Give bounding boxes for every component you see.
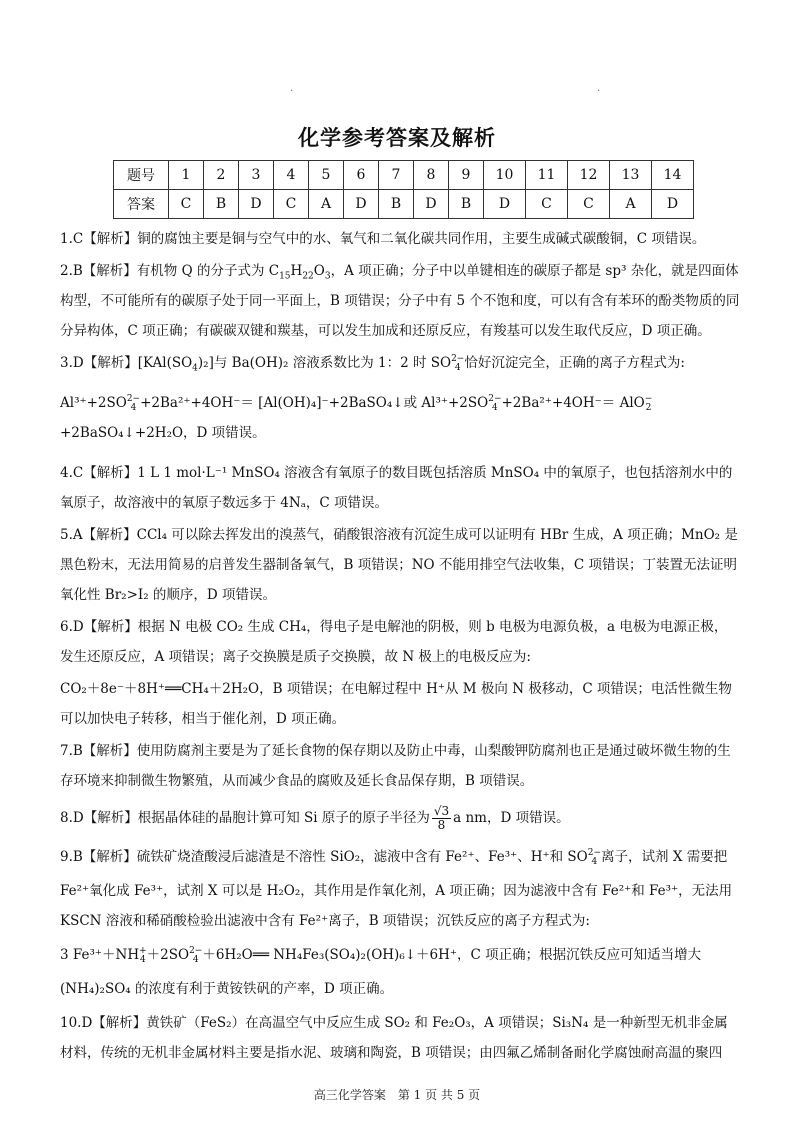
explanation-q5: 5.A【解析】CCl₄ 可以除去挥发出的溴蒸气，硝酸银溶液有沉淀生成可以证明有 HBr 生成，A 项正确；MnO₂ 是黑色粉末，无法用简易的启普发生器制备氧气，B 项错误；NO 不能用排空气法收集，C 项错误；丁装置无法证明氧化性 Br₂>I₂ 的顺序，D 项错误。 <box>60 527 738 603</box>
q9-text-e: ＋2SO <box>146 947 190 963</box>
q9-text-b: 离子，试剂 X 需要把 <box>601 849 728 865</box>
answer-cell: C <box>169 190 204 219</box>
answer-cell: C <box>526 190 568 219</box>
answer-table-answer-row <box>114 190 694 219</box>
explanation-q9-c: Fe²⁺氧化成 Fe³⁺，试剂 X 可以是 H₂O₂，其作用是作氧化剂，A 项正确；因为滤液中含有 Fe²⁺和 Fe³⁺，无法用 KSCN 溶液和稀硝酸检验出滤液中含有 Fe²⁺离子，B 项错误；沉铁反应的离子方程式为: <box>60 883 733 929</box>
answer-cell: D <box>652 190 694 219</box>
answer-cell: D <box>484 190 526 219</box>
radius-fraction <box>432 805 451 832</box>
answer-cell: B <box>204 190 239 219</box>
fraction-denominator: 8 <box>437 818 446 832</box>
q3-intro-b: )₂]与 Ba(OH)₂ 溶液系数比为 1：2 时 SO <box>197 355 452 371</box>
answer-cell: C <box>568 190 610 219</box>
answer-cell: D <box>239 190 274 219</box>
question-number: 10 <box>484 161 526 190</box>
answer-cell: C <box>274 190 309 219</box>
question-number: 7 <box>379 161 414 190</box>
question-number: 1 <box>169 161 204 190</box>
q3-eq-part2: +2Ba²⁺+4OH⁻＝ [Al(OH)₄]⁻+2BaSO₄↓或 Al³⁺+2SO <box>140 395 489 411</box>
explanation-q6-a: 6.D【解析】根据 N 电极 CO₂ 生成 CH₄，得电子是电解池的阴极，则 b 电极为电源负极，a 电极为电源正极，发生还原反应，A 项错误；离子交换膜是质子交换膜，故 N 极上的电极反应为: <box>60 619 728 665</box>
question-number: 8 <box>414 161 449 190</box>
row-label-question: 题号 <box>114 161 169 190</box>
answer-table-header-row <box>114 161 694 190</box>
answer-cell: D <box>344 190 379 219</box>
q3-eq-part3: +2Ba²⁺+4OH⁻＝ AlO <box>501 395 645 411</box>
explanation-q3-equation: Al³⁺+2SO 2− 4 +2Ba²⁺+4OH⁻＝ [Al(OH)₄]⁻+2BaSO₄↓或 Al³⁺+2SO 2− 4 +2Ba²⁺+4OH⁻＝ AlO − 2 +2BaSO₄↓+2H₂O，D 项错误。 <box>60 393 653 441</box>
explanation-q9-a: 9.B【解析】硫铁矿烧渣酸浸后滤渣是不溶性 SiO₂，滤液中含有 Fe²⁺、Fe³⁺、H⁺和 SO 2− 4 离子，试剂 X 需要把 <box>60 847 728 867</box>
scan-mark-left: . <box>290 83 294 94</box>
q8-text-b: a nm，D 项错误。 <box>453 810 570 826</box>
scan-mark-right: . <box>597 83 601 94</box>
q3-intro-c: 恰好沉淀完全，正确的离子方程式为: <box>464 355 685 371</box>
explanations <box>60 224 740 1070</box>
answer-cell: A <box>309 190 344 219</box>
question-number: 4 <box>274 161 309 190</box>
q3-eq-part4: +2BaSO₄↓+2H₂O，D 项错误。 <box>60 425 266 441</box>
explanation-q8 <box>60 798 740 838</box>
explanation-q2: 2.B【解析】有机物 Q 的分子式为 $C_{15}H_{22}O_3$，A 项正确；分子中以单键相连的碳原子都是 sp³ 杂化，就是四面体构型，不可能所有的碳原子处于同一平面上，B 项错误；分子中有 5 个不饱和度，可以有含有苯环的酚类物质的同分异构体，C 项正确；有碳碳双键和羰基，可以发生加成和还原反应，有羧基可以发生取代反应，D 项正确。 <box>60 263 740 339</box>
explanation-q6-b: CO₂＋8e⁻＋8H⁺══CH₄＋2H₂O，B 项错误；在电解过程中 H⁺从 M 极向 N 极移动，C 项错误；电活性微生物可以加快电子转移，相当于催化剂，D 项正确。 <box>60 681 732 727</box>
q2-text-b: ，A 项正确；分子中以单键相连的碳原子都是 sp³ 杂化，就是四面体构型，不可能所有的碳原子处于同一平面上，B 项错误；分子中有 5 个不饱和度，可以有含有苯环的酚类物质的同分异构体，C 项正确；有碳碳双键和羰基，可以发生加成和还原反应，有羧基可以发生取代反应，D 项正确。 <box>60 263 740 339</box>
page-title: 化学参考答案及解析 <box>298 125 496 150</box>
answer-table <box>113 160 694 219</box>
q2-text-a: 2.B【解析】有机物 Q 的分子式为 C <box>60 263 280 279</box>
q8-text-a: 8.D【解析】根据晶体硅的晶胞计算可知 Si 原子的原子半径为 <box>60 810 430 826</box>
question-number: 6 <box>344 161 379 190</box>
answer-cell: B <box>449 190 484 219</box>
explanation-q9-equation: 3 Fe³⁺＋NH + 4 ＋2SO 2− 4 ＋6H₂O══ NH₄Fe₃(SO₄)₂(OH)₆↓＋6H⁺，C 项正确；根据沉铁反应可知适当增大(NH₄)₂SO₄ 的浓度有利于黄铵铁矾的产率，D 项正确。 <box>60 945 702 997</box>
question-number: 2 <box>204 161 239 190</box>
question-number: 9 <box>449 161 484 190</box>
explanation-q3-intro: 3.D【解析】$[KAl(SO_4)_2]$与 Ba(OH)₂ 溶液系数比为 1：2 时 SO 2− 4 恰好沉淀完全，正确的离子方程式为: <box>60 353 685 374</box>
explanation-q7: 7.B【解析】使用防腐剂主要是为了延长食物的保存期以及防止中毒，山梨酸钾防腐剂也正是通过破坏微生物的生存环境来抑制微生物繁殖，从而减少食品的腐败及延长食品保存期，B 项错误。 <box>60 743 731 789</box>
q9-text-f: ＋6H₂O══ NH₄Fe₃(SO₄)₂(OH)₆↓＋6H⁺，C 项正确；根据沉铁反应可知适当增大(NH₄)₂SO₄ 的浓度有利于黄铵铁矾的产率，D 项正确。 <box>60 947 702 997</box>
q3-intro-a: 3.D【解析】[KAl(SO <box>60 355 193 371</box>
question-number: 11 <box>526 161 568 190</box>
question-number: 5 <box>309 161 344 190</box>
q3-eq-part1: Al³⁺+2SO <box>60 395 127 411</box>
page-footer: 高三化学答案 第 1 页 共 5 页 <box>313 1088 481 1102</box>
explanation-q4: 4.C【解析】1 L 1 mol·L⁻¹ MnSO₄ 溶液含有氧原子的数目既包括溶质 MnSO₄ 中的氧原子，也包括溶剂水中的氧原子，故溶液中的氧原子数远多于 4Nₐ，C 项错误。 <box>60 465 733 511</box>
answer-cell: A <box>610 190 652 219</box>
explanation-q1: 1.C【解析】铜的腐蚀主要是铜与空气中的水、氧气和二氧化碳共同作用，主要生成碱式碳酸铜，C 项错误。 <box>60 231 706 247</box>
answer-cell: B <box>379 190 414 219</box>
q9-text-a: 9.B【解析】硫铁矿烧渣酸浸后滤渣是不溶性 SiO₂，滤液中含有 Fe²⁺、Fe³⁺、H⁺和 SO <box>60 849 588 865</box>
explanation-q10: 10.D【解析】黄铁矿（FeS₂）在高温空气中反应生成 SO₂ 和 Fe₂O₃，A 项错误；Si₃N₄ 是一种新型无机非金属材料，传统的无机非金属材料主要是指水泥、玻璃和陶瓷，B 项错误；由四氟乙烯制备耐化学腐蚀耐高温的聚四 <box>60 1015 728 1061</box>
question-number: 12 <box>568 161 610 190</box>
question-number: 14 <box>652 161 694 190</box>
q9-text-d: 3 Fe³⁺＋NH <box>60 947 140 963</box>
answer-cell: D <box>414 190 449 219</box>
question-number: 13 <box>610 161 652 190</box>
question-number: 3 <box>239 161 274 190</box>
fraction-numerator: √3 <box>433 803 450 818</box>
row-label-answer: 答案 <box>114 190 169 219</box>
